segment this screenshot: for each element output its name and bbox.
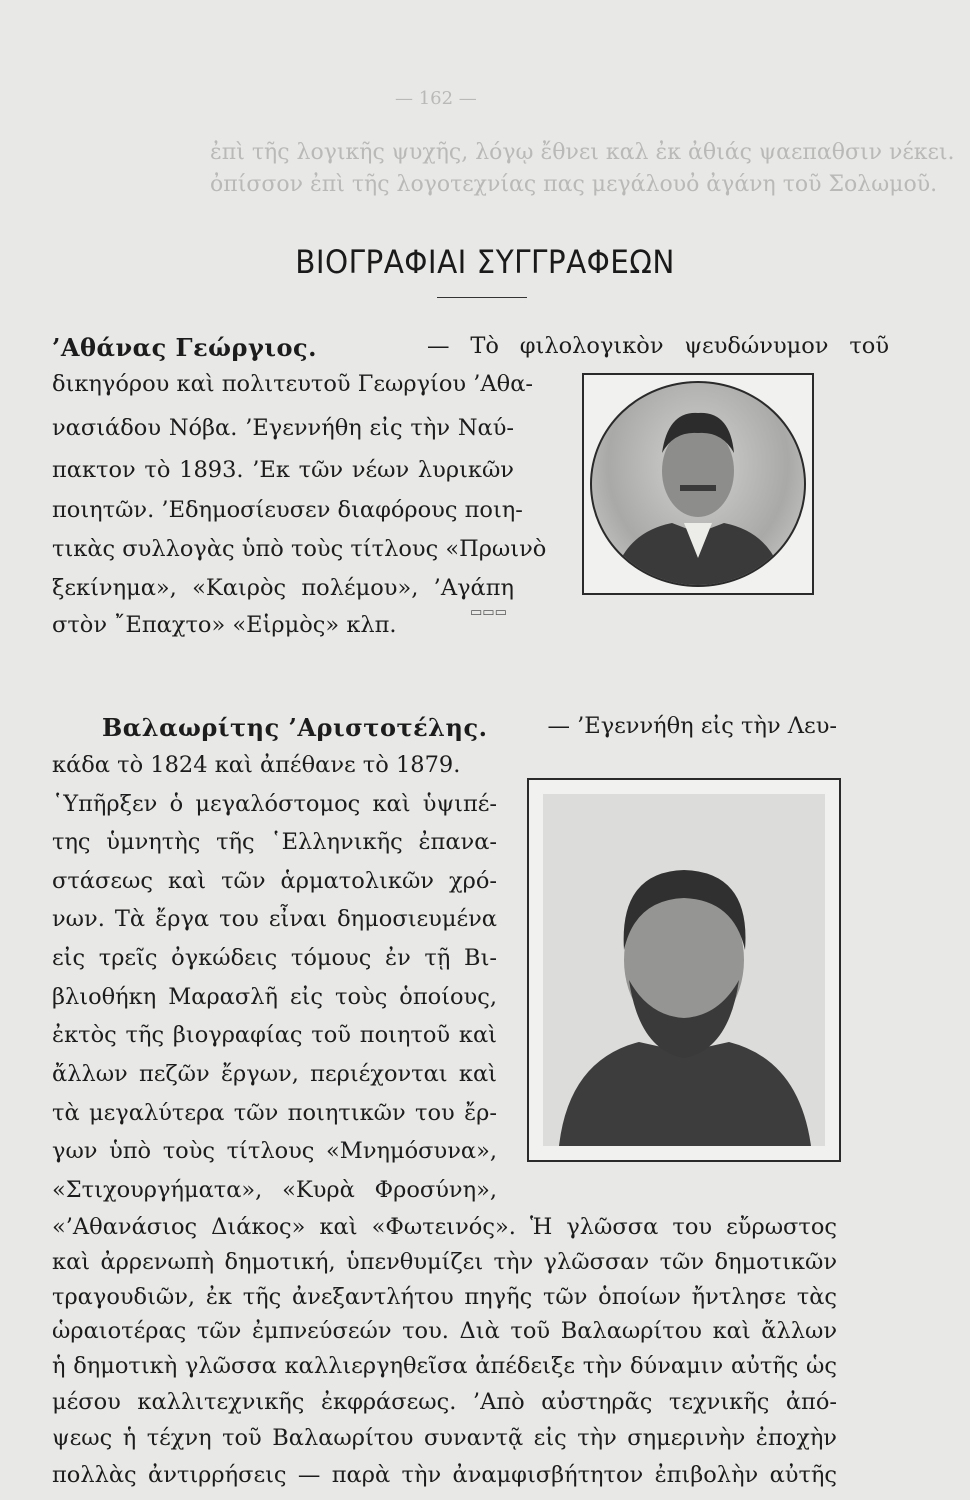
entry2-text-line: μέσου καλλιτεχνικῆς ἐκφράσεως. ’Απὸ αὐστηρᾶς τεχνικῆς ἀπό-: [52, 1389, 837, 1415]
entry2-text-line: της ὑμνητὴς τῆς ῾Ελληνικῆς ἐπανα-: [52, 829, 497, 855]
entry2-text-line: ὡραιοτέρας τῶν ἐμπνεύσεών του. Διὰ τοῦ Βαλαωρίτου καὶ ἄλλων: [52, 1318, 837, 1344]
entry2-text-line: καὶ ἀρρενωπὴ δημοτική, ὑπενθυμίζει τὴν γλῶσσαν τῶν δημοτικῶν: [52, 1249, 837, 1275]
entry2-name: Βαλαωρίτης ’Αριστοτέλης.: [102, 713, 488, 742]
entry2-text-line: πολλὰς ἀντιρρήσεις — παρὰ τὴν ἀναμφισβήτητον ἐπιβολὴν αὐτῆς: [52, 1462, 837, 1488]
entry2-text-line: στάσεως καὶ τῶν ἁρματολικῶν χρό-: [52, 868, 497, 894]
title-rule: [437, 297, 527, 298]
entry2-text-line: βλιοθήκη Μαρασλῆ εἰς τοὺς ὁποίους,: [52, 984, 497, 1010]
portrait-figure: [529, 780, 839, 1160]
entry2-text-line: ῾Υπῆρξεν ὁ μεγαλόστομος καὶ ὑψιπέ-: [52, 791, 497, 817]
entry2-text-line: ἄλλων πεζῶν ἔργων, περιέχονται καὶ: [52, 1061, 497, 1087]
entry2-first-line: [102, 713, 837, 742]
entry1-name: ’Αθάνας Γεώργιος.: [52, 333, 317, 362]
entry2-text-line: εἰς τρεῖς ὀγκώδεις τόμους ἐν τῇ Βι-: [52, 945, 497, 971]
entry1-text-line: ξεκίνημα», «Καιρὸς πολέμου», ’Αγάπη: [52, 575, 514, 601]
bleed-through-line: ὀπίσσον ἐπὶ τῆς λογοτεχνίας πας μεγάλουὀ ἀγάνη τοῦ Σολωμοῦ.: [210, 172, 938, 197]
entry1-text-line: δικηγόρου καὶ πολιτευτοῦ Γεωργίου ’Αθα-: [52, 371, 533, 397]
entry1-text-line: νασιάδου Νόβα. ’Εγεννήθη εἰς τὴν Ναύ-: [52, 415, 514, 441]
entry2-first-line-rest: — ’Εγεννήθη εἰς τὴν Λευ-: [547, 713, 837, 739]
page-title: ΒΙΟΓΡΑΦΙΑΙ ΣΥΓΓΡΑΦΕΩΝ: [295, 243, 675, 281]
entry2-text-line: γων ὑπὸ τοὺς τίτλους «Μνημόσυνα»,: [52, 1138, 497, 1164]
entry2-text-line: νων. Τὰ ἔργα του εἶναι δημοσιευμένα: [52, 906, 497, 932]
entry2-text-line: «Στιχουργήματα», «Κυρὰ Φροσύνη»,: [52, 1177, 497, 1203]
entry2-text-line: ἐκτὸς τῆς βιογραφίας τοῦ ποιητοῦ καὶ: [52, 1022, 497, 1048]
entry1-text-line: — Τὸ φιλολογικὸν ψευδώνυμον τοῦ: [427, 333, 889, 359]
entry1-first-line: [52, 333, 889, 362]
portrait-valaoritis: [527, 778, 841, 1162]
entry2-text-line: ψεως ἡ τέχνη τοῦ Βαλαωρίτου συναντᾷ εἰς τὴν σημερινὴν ἐποχὴν: [52, 1425, 837, 1451]
bleed-through-line: ἐπὶ τῆς λογικῆς ψυχῆς, λόγῳ ἔθνει καλ ἐκ ἀθιάς ψαεπαθσιν νέκει.: [210, 140, 955, 165]
entry1-text-line: στὸν ῎Επαχτο» «Εἱρμὸς» κλπ.: [52, 612, 397, 638]
entry2-text-line: τραγουδιῶν, ἐκ τῆς ἀνεξαντλήτου πηγῆς τῶν ὁποίων ἤντλησε τὰς: [52, 1284, 837, 1310]
portrait-oval: [590, 381, 806, 587]
entry2-text-line: τὰ μεγαλύτερα τῶν ποιητικῶν του ἔρ-: [52, 1100, 497, 1126]
entry2-text-line: «’Αθανάσιος Διάκος» καὶ «Φωτεινός». Ἡ γλῶσσα του εὔρωστος: [52, 1214, 837, 1240]
library-stamp: ▭▭▭: [470, 605, 507, 620]
entry2-text-line: κάδα τὸ 1824 καὶ ἀπέθανε τὸ 1879.: [52, 752, 461, 778]
entry2-text-line: ἡ δημοτικὴ γλῶσσα καλλιεργηθεῖσα ἀπέδειξε τὴν δύναμιν αὐτῆς ὡς: [52, 1353, 837, 1379]
portrait-athanas: [582, 373, 814, 595]
entry1-text-line: τικὰς συλλογὰς ὑπὸ τοὺς τίτλους «Πρωινὸ: [52, 536, 547, 562]
page-number: — 162 —: [395, 88, 477, 109]
entry1-text-line: ποιητῶν. ’Εδημοσίευσεν διαφόρους ποιη-: [52, 497, 523, 523]
entry1-text-line: πακτον τὸ 1893. ’Εκ τῶν νέων λυρικῶν: [52, 457, 514, 483]
portrait-figure: [592, 383, 804, 585]
